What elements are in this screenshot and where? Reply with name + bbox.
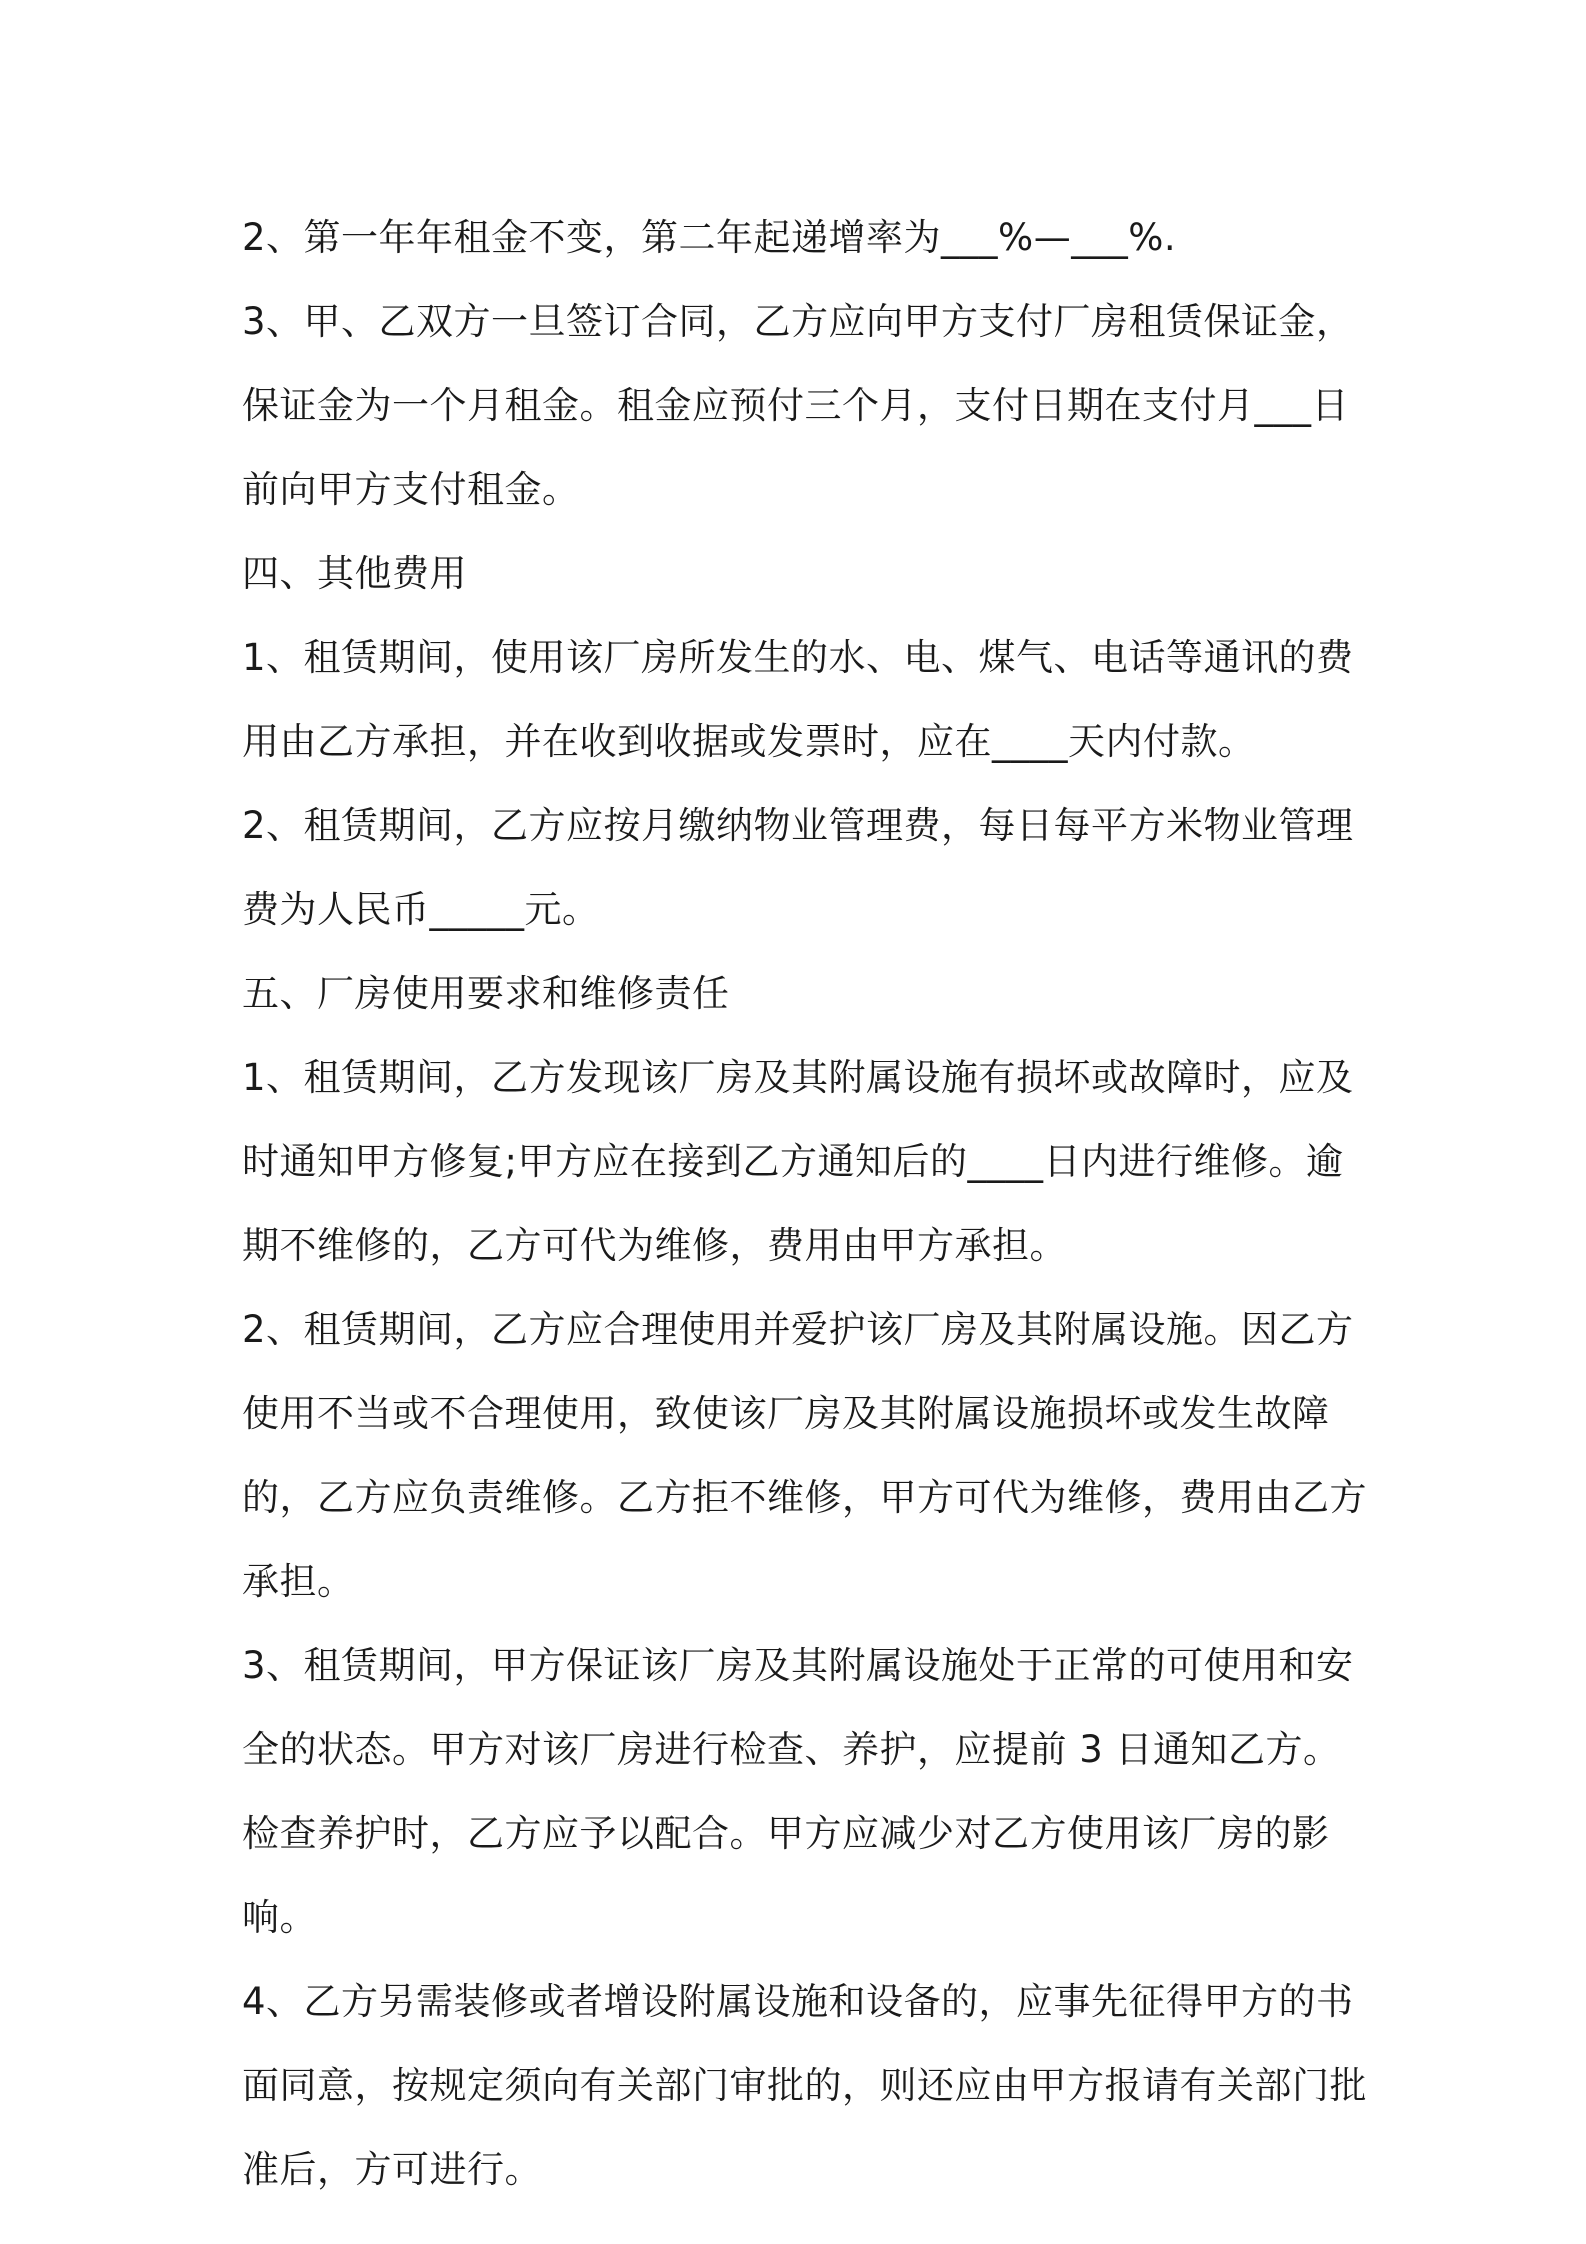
clause-safety-inspection: 3、租赁期间，甲方保证该厂房及其附属设施处于正常的可使用和安全的状态。甲方对该厂房进行检查、养护，应提前 3 日通知乙方。检查养护时，乙方应予以配合。甲方应减少对乙方使用该厂房的影响。	[242, 1644, 1354, 1939]
section-heading-usage-maintenance: 五、厂房使用要求和维修责任	[242, 972, 730, 1015]
clause-proper-use: 2、租赁期间，乙方应合理使用并爱护该厂房及其附属设施。因乙方使用不当或不合理使用，致使该厂房及其附属设施损坏或发生故障的，乙方应负责维修。乙方拒不维修，甲方可代为维修，费用由乙方承担。	[242, 1308, 1367, 1603]
clause-repair-notice: 1、租赁期间，乙方发现该厂房及其附属设施有损坏或故障时，应及时通知甲方修复;甲方应在接到乙方通知后的____日内进行维修。逾期不维修的，乙方可代为维修，费用由甲方承担。	[242, 1056, 1354, 1267]
clause-deposit: 3、甲、乙双方一旦签订合同，乙方应向甲方支付厂房租赁保证金，保证金为一个月租金。租金应预付三个月，支付日期在支付月___日前向甲方支付租金。	[242, 300, 1354, 511]
document-body	[242, 196, 1372, 2212]
clause-utilities: 1、租赁期间，使用该厂房所发生的水、电、煤气、电话等通讯的费用由乙方承担，并在收到收据或发票时，应在____天内付款。	[242, 636, 1354, 763]
clause-property-fee: 2、租赁期间，乙方应按月缴纳物业管理费，每日每平方米物业管理费为人民币_____元。	[242, 804, 1354, 931]
section-heading-other-fees: 四、其他费用	[242, 552, 467, 595]
clause-renovation: 4、乙方另需装修或者增设附属设施和设备的，应事先征得甲方的书面同意，按规定须向有关部门审批的，则还应由甲方报请有关部门批准后，方可进行。	[242, 1980, 1367, 2191]
clause-rent-increase: 2、第一年年租金不变，第二年起递增率为___%—___%.	[242, 216, 1177, 259]
